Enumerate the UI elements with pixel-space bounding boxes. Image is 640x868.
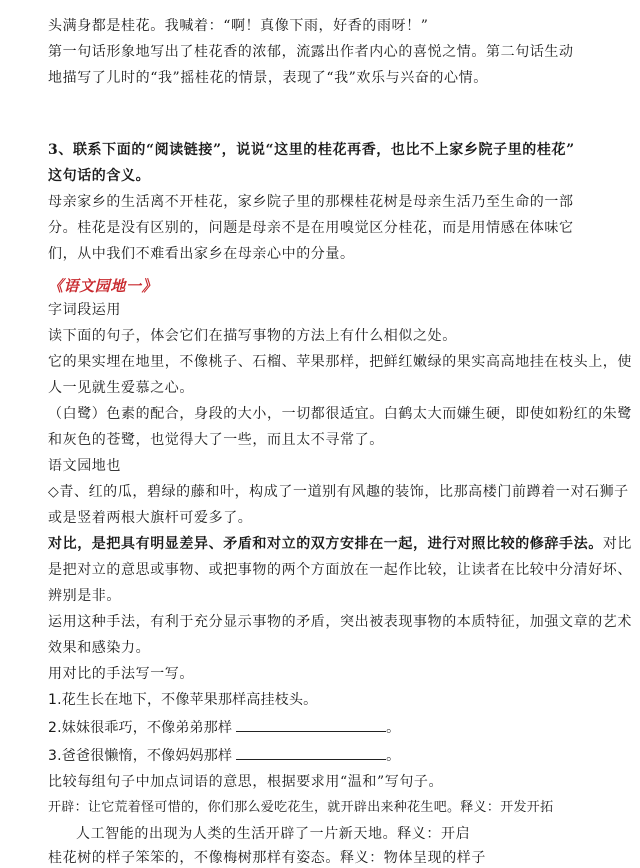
- ai-line: 人工智能的出现为人类的生活开辟了一片新天地。释义：开启: [76, 826, 471, 842]
- passage-line-3: 地描写了儿时的“我”摇桂花的情景，表现了“我”欢乐与兴奋的心情。: [48, 70, 488, 86]
- word-use-instruction: 读下面的句子，体会它们在描写事物的方法上有什么相似之处。: [48, 328, 457, 344]
- question-3-title-line-1: 3、联系下面的“阅读链接”，说说“这里的桂花再香，也比不上家乡院子里的桂花”: [48, 142, 575, 158]
- task-line: 用对比的手法写一写。: [48, 666, 194, 682]
- question-3-answer-line-1: 母亲家乡的生活离不开桂花，家乡院子里的那棵桂花树是母亲生活乃至生命的一部: [48, 194, 574, 210]
- exercise-item-3-end: 。: [386, 748, 401, 764]
- word-use-heading-2: 语文园地也: [48, 458, 121, 474]
- exercise-item-3: [48, 746, 400, 766]
- definition-line-3: 辨别是非。: [48, 588, 121, 604]
- passage-line-1: 头满身都是桂花。我喊着：“啊！真像下雨，好香的雨呀！”: [48, 18, 429, 34]
- definition-bold: 对比，是把具有明显差异、矛盾和对立的双方安排在一起，进行对照比较的修辞手法。: [48, 536, 603, 552]
- exercise-item-2-end: 。: [386, 720, 401, 736]
- sentence-2-line-2: 和灰色的苍鹭，也觉得大了一些，而且太不寻常了。: [48, 432, 384, 448]
- sentence-1-line-1: 它的果实埋在地里，不像桃子、石榴、苹果那样，把鲜红嫩绿的果实高高地挂在枝头上，使: [48, 354, 632, 370]
- definition-tail: 对比: [602, 536, 633, 552]
- exercise-item-2: [48, 718, 400, 738]
- definition-line-2: 是把对立的意思或事物、或把事物的两个方面放在一起作比较，让读者在比较中分清好坏、: [48, 562, 632, 578]
- question-3-answer-line-2: 分。桂花是没有区别的，问题是母亲不是在用嗅觉区分桂花，而是用情感在体味它: [48, 220, 574, 236]
- compare-instruction: 比较每组句子中加点词语的意思，根据要求用“温和”写句子。: [48, 774, 444, 790]
- exercise-item-1: 1.花生长在地下，不像苹果那样高挂枝头。: [48, 692, 318, 708]
- sentence-3-line-2: 或是竖着两根大旗杆可爱多了。: [48, 510, 253, 526]
- answer-blank-2[interactable]: [236, 719, 386, 732]
- kaipi-line: 开辟：让它荒着怪可惜的，你们那么爱吃花生，就开辟出来种花生吧。释义：开发开拓: [48, 800, 554, 815]
- sentence-1-line-2: 人一见就生爱慕之心。: [48, 380, 194, 396]
- usage-line-2: 效果和感染力。: [48, 640, 151, 656]
- section-title: 《语文园地一》: [48, 277, 158, 295]
- question-3-title-line-2: 这句话的含义。: [48, 168, 151, 184]
- usage-line-1: 运用这种手法，有利于充分显示事物的矛盾，突出被表现事物的本质特征，加强文章的艺术: [48, 614, 632, 630]
- passage-line-2: 第一句话形象地写出了桂花香的浓郁，流露出作者内心的喜悦之情。第二句话生动: [48, 44, 574, 60]
- definition-line-1: [48, 534, 632, 554]
- sentence-3-line-1: ◇青、红的瓜，碧绿的藤和叶，构成了一道别有风趣的装饰，比那高楼门前蹲着一对石狮子: [48, 484, 629, 500]
- exercise-item-2-text: 2.妹妹很乖巧，不像弟弟那样: [48, 720, 233, 736]
- answer-blank-3[interactable]: [236, 747, 386, 760]
- word-use-heading: 字词段运用: [48, 302, 121, 318]
- sentence-2-line-1: （白鹭）色素的配合，身段的大小，一切都很适宜。白鹤太大而嫌生硬，即使如粉红的朱鹭: [48, 406, 632, 422]
- exercise-item-3-text: 3.爸爸很懒惰，不像妈妈那样: [48, 748, 233, 764]
- guihua-line: 桂花树的样子笨笨的，不像梅树那样有姿态。释义：物体呈现的样子: [48, 850, 486, 866]
- question-3-answer-line-3: 们，从中我们不难看出家乡在母亲心中的分量。: [48, 246, 355, 262]
